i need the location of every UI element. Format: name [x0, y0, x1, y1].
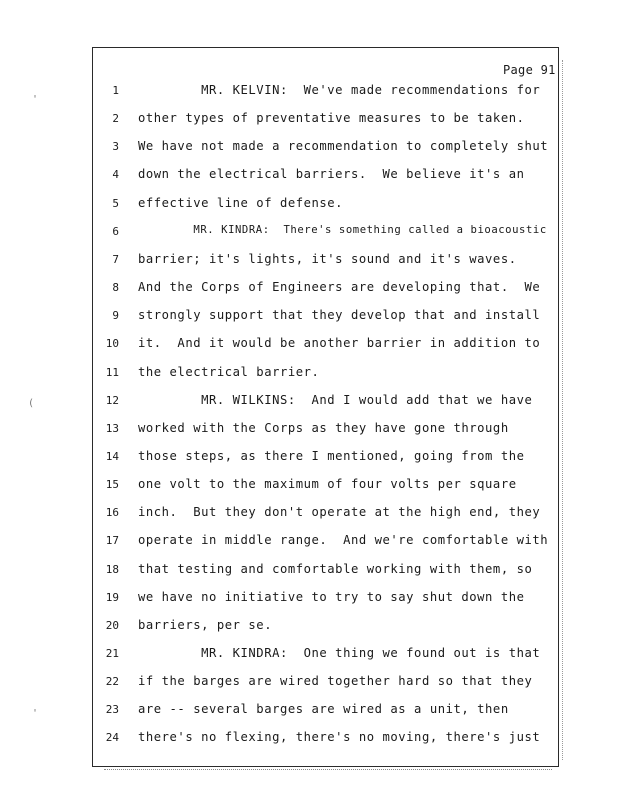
transcript-line: down the electrical barriers. We believe it's an [138, 167, 525, 182]
transcript-line: inch. But they don't operate at the high end, they [138, 505, 541, 520]
transcript-line: are -- several barges are wired as a unit, then [138, 702, 509, 717]
transcript-line: there's no flexing, there's no moving, there's just [138, 730, 541, 745]
transcript-line: operate in middle range. And we're comfortable with [138, 533, 549, 548]
page-number: Page 91 [503, 63, 556, 77]
line-number: 21 [105, 647, 119, 660]
line-number: 2 [112, 112, 119, 126]
line-number: 13 [105, 421, 119, 435]
line-number: 15 [105, 478, 119, 492]
transcript-line: that testing and comfortable working with them, so [138, 561, 533, 576]
line-number: 23 [105, 703, 119, 717]
line-number: 18 [105, 562, 119, 576]
transcript-line: the electrical barrier. [138, 364, 320, 379]
line-number: 16 [105, 506, 119, 520]
line-number: 20 [105, 618, 119, 632]
line-number: 14 [105, 449, 119, 463]
line-number: 6 [112, 224, 119, 238]
transcript-line: MR. KELVIN: We've made recommendations for [138, 83, 541, 97]
transcript-line: barriers, per se. [138, 617, 273, 632]
transcript-line: those steps, as there I mentioned, going from the [138, 448, 525, 463]
transcript-line: strongly support that they develop that and install [138, 308, 541, 323]
line-number: 17 [105, 534, 119, 548]
page-bottom-edge [104, 769, 552, 773]
transcript-line: one volt to the maximum of four volts per square [138, 477, 517, 492]
transcript-line: effective line of defense. [138, 195, 344, 210]
transcript-line: barrier; it's lights, it's sound and it's waves. [138, 251, 517, 266]
line-number: 3 [112, 140, 119, 154]
line-number: 9 [112, 309, 119, 323]
line-number: 22 [105, 675, 119, 689]
transcript-line: MR. KINDRA: There's something called a bioacoustic [138, 223, 547, 236]
margin-tick: ' [32, 94, 39, 105]
line-number: 19 [105, 590, 119, 604]
transcript-line: it. And it would be another barrier in addition to [138, 336, 541, 351]
margin-tick: ' [32, 708, 39, 719]
transcript-line: if the barges are wired together hard so that they [138, 674, 533, 689]
transcript-line: And the Corps of Engineers are developing that. We [138, 280, 541, 295]
transcript-line: We have not made a recommendation to completely shut [138, 139, 549, 154]
transcript-line: MR. WILKINS: And I would add that we have [138, 392, 533, 407]
page-right-edge [562, 60, 565, 760]
line-number: 4 [112, 168, 119, 182]
transcript-line: worked with the Corps as they have gone through [138, 420, 509, 435]
line-number: 8 [112, 281, 119, 295]
line-number: 1 [112, 84, 119, 97]
hole-punch-mark: ( [28, 398, 35, 409]
line-number: 7 [112, 252, 119, 266]
transcript-line: we have no initiative to try to say shut down the [138, 589, 525, 604]
transcript-line: other types of preventative measures to be taken. [138, 111, 525, 126]
line-number: 24 [105, 731, 119, 745]
transcript-line: MR. KINDRA: One thing we found out is that [138, 646, 541, 660]
line-number: 5 [112, 196, 119, 210]
line-number: 12 [105, 393, 119, 407]
line-number: 10 [105, 337, 119, 351]
line-number: 11 [105, 365, 119, 379]
